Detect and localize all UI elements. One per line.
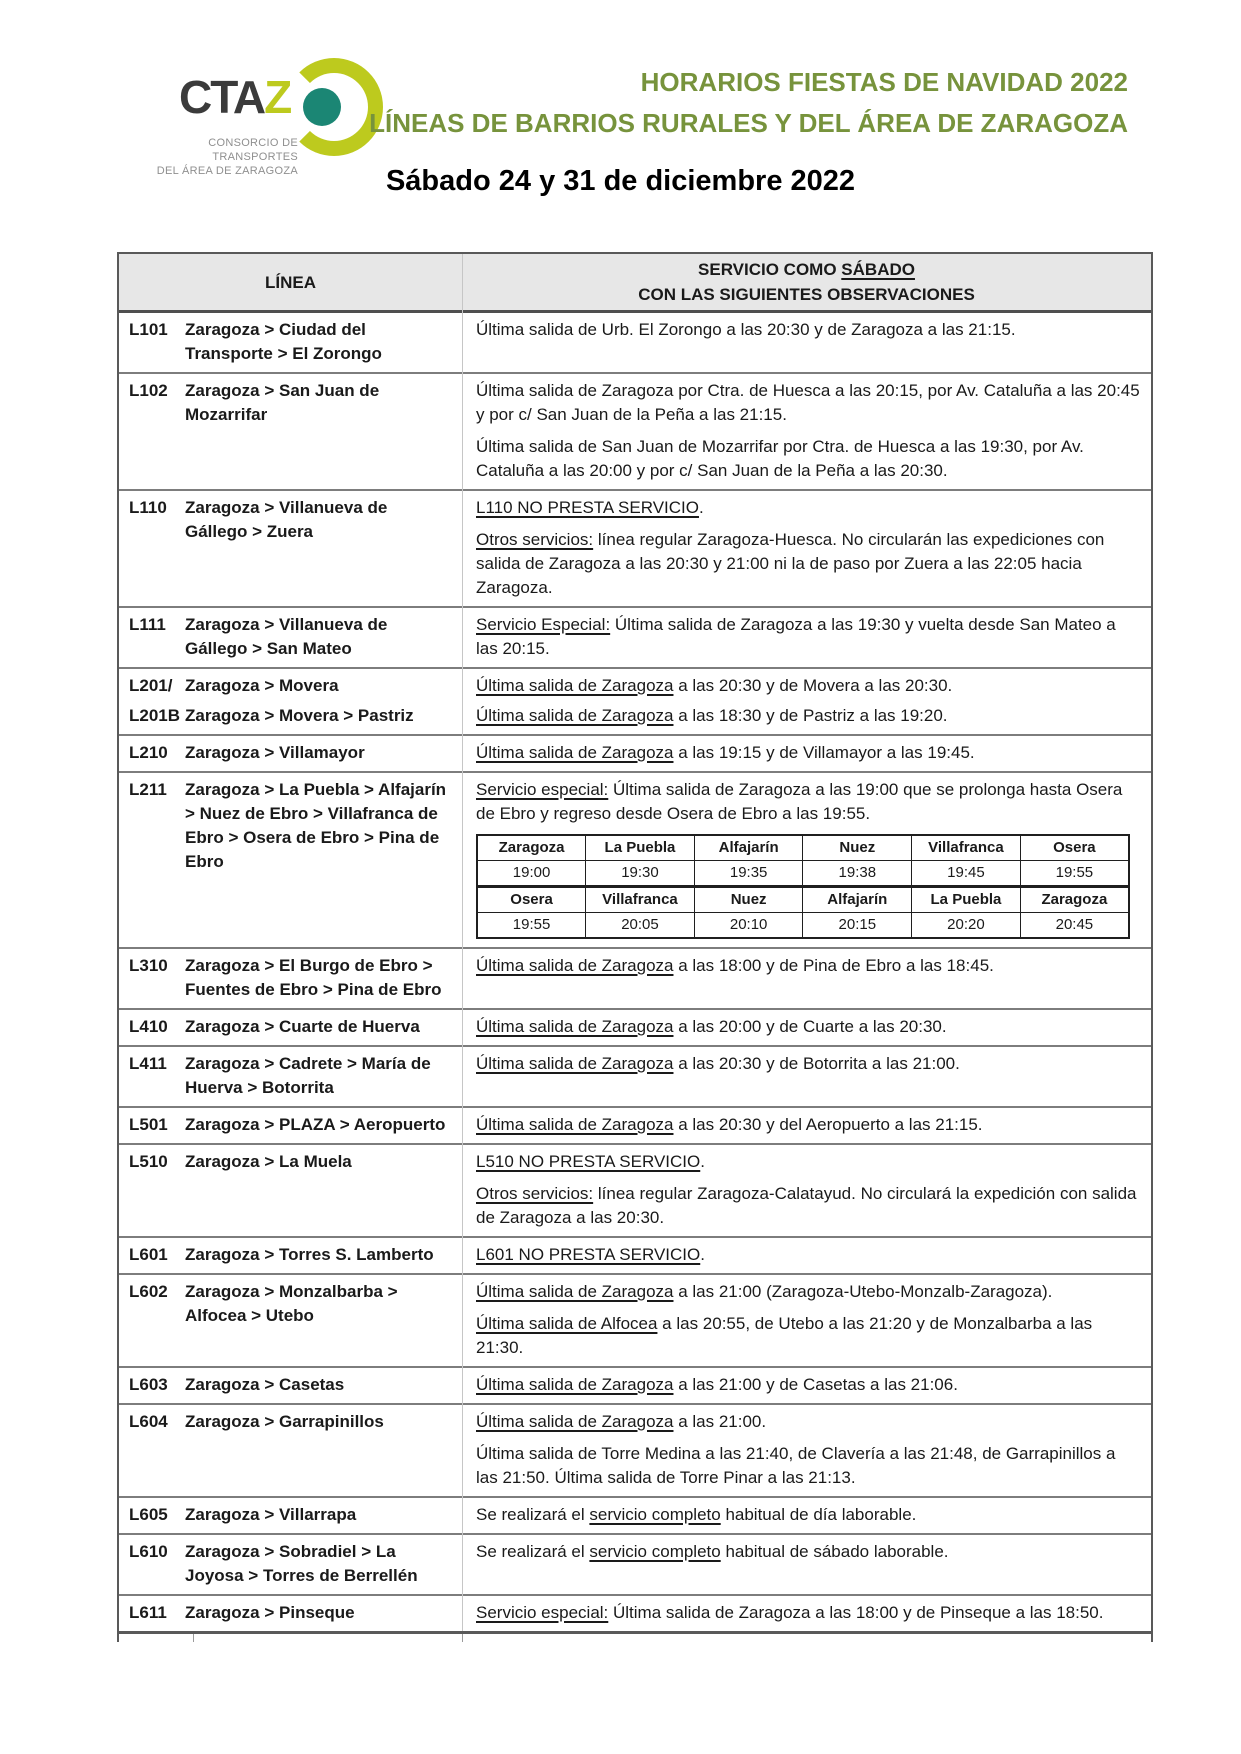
observation-paragraph: Servicio Especial: Última salida de Zaragoza a las 19:30 y vuelta desde San Mateo a las 20:15. (476, 615, 1116, 658)
line-code: L101 (129, 320, 168, 339)
line-entry (119, 318, 1151, 366)
line-observations (462, 1243, 1151, 1267)
line-route: Zaragoza > Villanueva de Gállego > San Mateo (185, 615, 388, 658)
table-row (119, 1273, 1151, 1366)
line-observations (462, 741, 1151, 765)
observation-paragraph: Última salida de Zaragoza a las 19:15 y de Villamayor a las 19:45. (476, 743, 975, 762)
row-entries (119, 954, 1151, 1002)
line-observations (462, 954, 1151, 1002)
header-servicio-prefix: SERVICIO COMO (698, 260, 842, 279)
schedule-time-cell: 19:00 (477, 861, 586, 887)
schedule-stop-cell: Alfajarín (803, 887, 912, 913)
line-code: L410 (129, 1017, 168, 1036)
table-row (119, 667, 1151, 734)
observation-paragraph: Otros servicios: línea regular Zaragoza-Huesca. No circularán las expediciones con salida de Zaragoza a las 20:30 y 21:00 ni la de paso por Zuera a las 22:05 hacia Zaragoza. (476, 530, 1105, 597)
lines-table-body (119, 313, 1151, 1631)
row-entries (119, 496, 1151, 600)
row-entries (119, 1280, 1151, 1360)
schedule-stops-row (477, 835, 1129, 861)
line-code: L601 (129, 1245, 168, 1264)
line-route: Zaragoza > El Burgo de Ebro > Fuentes de Ebro > Pina de Ebro (185, 956, 442, 999)
line-entry (119, 741, 1151, 765)
line-observations (462, 1113, 1151, 1137)
line-entry (119, 1503, 1151, 1527)
table-row (119, 1045, 1151, 1106)
line-route: Zaragoza > Movera > Pastriz (185, 706, 414, 725)
line-observations (462, 1280, 1151, 1360)
logo-caption-line2: DEL ÁREA DE ZARAGOZA (156, 165, 298, 177)
schedule-stop-cell: Osera (477, 887, 586, 913)
schedule-times-row (477, 913, 1129, 939)
column-divider (462, 254, 463, 1631)
line-observations (462, 1150, 1151, 1230)
partial-row-stub (462, 1634, 463, 1642)
schedule-time-cell: 19:35 (694, 861, 803, 887)
schedule-times-row (477, 861, 1129, 887)
line-observations (462, 613, 1151, 661)
line-entry (119, 674, 1151, 698)
l211-schedule-table (476, 834, 1130, 939)
line-route: Zaragoza > Monzalbarba > Alfocea > Utebo (185, 1282, 398, 1325)
logo-acronym (179, 71, 291, 123)
line-entry (119, 1052, 1151, 1100)
schedule-time-cell: 19:55 (1020, 861, 1129, 887)
schedule-stop-cell: Zaragoza (477, 835, 586, 861)
table-row (119, 606, 1151, 667)
line-route: Zaragoza > Movera (185, 676, 339, 695)
line-route: Zaragoza > Garrapinillos (185, 1412, 384, 1431)
table-row (119, 1403, 1151, 1496)
schedule-time-cell: 19:38 (803, 861, 912, 887)
schedule-stop-cell: Osera (1020, 835, 1129, 861)
schedule-stop-cell: Villafranca (912, 835, 1021, 861)
row-entries (119, 1150, 1151, 1230)
line-entry (119, 1410, 1151, 1490)
line-code: L510 (129, 1152, 168, 1171)
observation-paragraph: Última salida de Zaragoza por Ctra. de Huesca a las 20:15, por Av. Cataluña a las 20:45 y por c/ San Juan de la Peña a las 21:15. (476, 381, 1140, 424)
line-route: Zaragoza > Torres S. Lamberto (185, 1245, 434, 1264)
table-row (119, 1008, 1151, 1045)
table-row (119, 313, 1151, 372)
line-entry (119, 778, 1151, 941)
line-observations (462, 1503, 1151, 1527)
line-code: L201/ (129, 676, 173, 695)
row-entries (119, 318, 1151, 366)
line-entry (119, 1243, 1151, 1267)
line-code: L611 (129, 1603, 167, 1622)
line-entry (119, 1540, 1151, 1588)
line-entry (119, 1113, 1151, 1137)
schedule-time-cell: 20:45 (1020, 913, 1129, 939)
row-entries (119, 1052, 1151, 1100)
table-header-row (119, 254, 1151, 313)
row-entries (119, 674, 1151, 728)
line-code: L604 (129, 1412, 168, 1431)
table-row (119, 734, 1151, 771)
table-row (119, 1594, 1151, 1631)
schedule-time-cell: 20:05 (586, 913, 695, 939)
observation-paragraph: Última salida de Zaragoza a las 21:00 y de Casetas a las 21:06. (476, 1375, 958, 1394)
line-code: L603 (129, 1375, 168, 1394)
logo-cta-letters: CTA (179, 71, 265, 123)
lines-table (117, 252, 1153, 1642)
table-row (119, 1366, 1151, 1403)
line-code: L111 (129, 615, 166, 634)
schedule-time-cell: 20:20 (912, 913, 1021, 939)
observation-paragraph: Servicio especial: Última salida de Zaragoza a las 18:00 y de Pinseque a las 18:50. (476, 1603, 1104, 1622)
observation-paragraph: L510 NO PRESTA SERVICIO. (476, 1152, 705, 1171)
row-entries (119, 613, 1151, 661)
line-route: Zaragoza > La Muela (185, 1152, 352, 1171)
line-observations (462, 318, 1151, 366)
document-titles (369, 62, 1128, 144)
header-servicio (462, 257, 1151, 307)
line-code: L610 (129, 1542, 168, 1561)
partial-row-stub (193, 1634, 194, 1642)
line-code: L210 (129, 743, 168, 762)
logo-caption-line1: CONSORCIO DE TRANSPORTES (208, 137, 298, 163)
line-route: Zaragoza > La Puebla > Alfajarín > Nuez de Ebro > Villafranca de Ebro > Osera de Ebro > Pina de Ebro (185, 780, 447, 871)
schedule-time-cell: 20:10 (694, 913, 803, 939)
observation-paragraph: Última salida de Zaragoza a las 20:30 y de Movera a las 20:30. (476, 676, 953, 695)
row-entries (119, 778, 1151, 941)
line-observations (462, 778, 1151, 941)
table-row (119, 947, 1151, 1008)
line-entry (119, 496, 1151, 600)
line-entry (119, 1015, 1151, 1039)
ctaz-logo (133, 52, 383, 177)
observation-paragraph: Última salida de Zaragoza a las 21:00. (476, 1412, 767, 1431)
line-observations (462, 1601, 1151, 1625)
title-line-1: HORARIOS FIESTAS DE NAVIDAD 2022 (640, 67, 1128, 97)
line-code: L102 (129, 381, 168, 400)
line-route: Zaragoza > Cuarte de Huerva (185, 1017, 420, 1036)
observation-paragraph: Última salida de Zaragoza a las 21:00 (Zaragoza-Utebo-Monzalb-Zaragoza). (476, 1282, 1053, 1301)
observation-paragraph: Última salida de Urb. El Zorongo a las 20:30 y de Zaragoza a las 21:15. (476, 320, 1016, 339)
schedule-time-cell: 20:15 (803, 913, 912, 939)
table-row (119, 771, 1151, 947)
line-route: Zaragoza > Villamayor (185, 743, 365, 762)
line-code: L605 (129, 1505, 168, 1524)
schedule-stop-cell: Zaragoza (1020, 887, 1129, 913)
line-observations (462, 1052, 1151, 1100)
line-entry (119, 954, 1151, 1002)
row-entries (119, 1410, 1151, 1490)
schedule-stops-row (477, 887, 1129, 913)
line-entry (119, 1373, 1151, 1397)
line-route: Zaragoza > Villanueva de Gállego > Zuera (185, 498, 388, 541)
logo-z-letter: Z (264, 71, 291, 123)
table-row (119, 1236, 1151, 1273)
header-linea: LÍNEA (265, 272, 316, 292)
line-observations (462, 674, 1151, 698)
line-route: Zaragoza > PLAZA > Aeropuerto (185, 1115, 446, 1134)
observation-paragraph: Última salida de Zaragoza a las 20:30 y de Botorrita a las 21:00. (476, 1054, 960, 1073)
observation-paragraph: Última salida de Zaragoza a las 18:00 y de Pina de Ebro a las 18:45. (476, 956, 994, 975)
schedule-time-cell: 19:55 (477, 913, 586, 939)
line-route: Zaragoza > Pinseque (185, 1603, 355, 1622)
line-code: L411 (129, 1054, 167, 1073)
line-code: L501 (129, 1115, 168, 1134)
observation-paragraph: Se realizará el servicio completo habitual de sábado laborable. (476, 1542, 949, 1561)
line-code: L602 (129, 1282, 168, 1301)
line-route: Zaragoza > San Juan de Mozarrifar (185, 381, 380, 424)
schedule-stop-cell: Villafranca (586, 887, 695, 913)
line-code: L211 (129, 780, 167, 799)
line-route: Zaragoza > Cadrete > María de Huerva > Botorrita (185, 1054, 431, 1097)
line-code: L201B (129, 706, 181, 725)
title-line-2: LÍNEAS DE BARRIOS RURALES Y DEL ÁREA DE ZARAGOZA (369, 108, 1128, 138)
row-entries (119, 1503, 1151, 1527)
header-servicio-line2: CON LAS SIGUIENTES OBSERVACIONES (638, 285, 975, 304)
observation-paragraph: Otros servicios: línea regular Zaragoza-Calatayud. No circulará la expedición con salida de Zaragoza a las 20:30. (476, 1184, 1137, 1227)
row-entries (119, 1015, 1151, 1039)
line-route: Zaragoza > Casetas (185, 1375, 345, 1394)
line-route: Zaragoza > Sobradiel > La Joyosa > Torres de Berrellén (185, 1542, 418, 1585)
table-row (119, 489, 1151, 606)
header-servicio-line1 (462, 257, 1151, 282)
line-observations (462, 704, 1151, 728)
schedule-time-cell: 19:45 (912, 861, 1021, 887)
line-observations (462, 1540, 1151, 1588)
schedule-stop-cell: Nuez (803, 835, 912, 861)
line-entry (119, 379, 1151, 483)
row-entries (119, 1373, 1151, 1397)
line-entry (119, 704, 1151, 728)
table-row (119, 1496, 1151, 1533)
line-observations (462, 1410, 1151, 1490)
line-observations (462, 496, 1151, 600)
header-servicio-sabado: SÁBADO (841, 260, 915, 279)
schedule-time-cell: 19:30 (586, 861, 695, 887)
table-row (119, 1533, 1151, 1594)
row-entries (119, 379, 1151, 483)
row-entries (119, 1243, 1151, 1267)
line-code: L110 (129, 498, 167, 517)
row-entries (119, 1113, 1151, 1137)
bottom-partial-row (117, 1634, 1153, 1642)
observation-paragraph: L110 NO PRESTA SERVICIO. (476, 498, 704, 517)
line-entry (119, 1280, 1151, 1360)
line-route: Zaragoza > Ciudad del Transporte > El Zorongo (185, 320, 382, 363)
table-row (119, 1143, 1151, 1236)
schedule-stop-cell: Alfajarín (694, 835, 803, 861)
line-observations (462, 379, 1151, 483)
row-entries (119, 741, 1151, 765)
line-observations (462, 1373, 1151, 1397)
table-row (119, 372, 1151, 489)
line-code: L310 (129, 956, 168, 975)
lines-table-main (117, 252, 1153, 1634)
schedule-stop-cell: La Puebla (586, 835, 695, 861)
line-entry (119, 613, 1151, 661)
schedule-stop-cell: Nuez (694, 887, 803, 913)
line-entry (119, 1601, 1151, 1625)
observation-paragraph: Última salida de Zaragoza a las 18:30 y de Pastriz a las 19:20. (476, 706, 948, 725)
date-heading: Sábado 24 y 31 de diciembre 2022 (385, 165, 856, 197)
observation-paragraph: Última salida de Torre Medina a las 21:40, de Clavería a las 21:48, de Garrapinillos a las 21:50. Última salida de Torre Pinar a las 21:13. (476, 1444, 1116, 1487)
observation-paragraph: Última salida de San Juan de Mozarrifar por Ctra. de Huesca a las 19:30, por Av. Cataluña a las 20:00 y por c/ San Juan de la Peña a las 20:30. (476, 437, 1084, 480)
observation-paragraph: Servicio especial: Última salida de Zaragoza a las 19:00 que se prolonga hasta Osera de Ebro y regreso desde Osera de Ebro a las 19:55. (476, 780, 1123, 823)
observation-paragraph: Última salida de Alfocea a las 20:55, de Utebo a las 21:20 y de Monzalbarba a las 21:30. (476, 1314, 1093, 1357)
line-observations (462, 1015, 1151, 1039)
row-entries (119, 1540, 1151, 1588)
logo-circle-icon (303, 88, 341, 126)
line-route: Zaragoza > Villarrapa (185, 1505, 357, 1524)
row-entries (119, 1601, 1151, 1625)
table-row (119, 1106, 1151, 1143)
observation-paragraph: L601 NO PRESTA SERVICIO. (476, 1245, 705, 1264)
line-entry (119, 1150, 1151, 1230)
schedule-stop-cell: La Puebla (912, 887, 1021, 913)
observation-paragraph: Última salida de Zaragoza a las 20:00 y de Cuarte a las 20:30. (476, 1017, 947, 1036)
observation-paragraph: Se realizará el servicio completo habitual de día laborable. (476, 1505, 917, 1524)
observation-paragraph: Última salida de Zaragoza a las 20:30 y del Aeropuerto a las 21:15. (476, 1115, 983, 1134)
